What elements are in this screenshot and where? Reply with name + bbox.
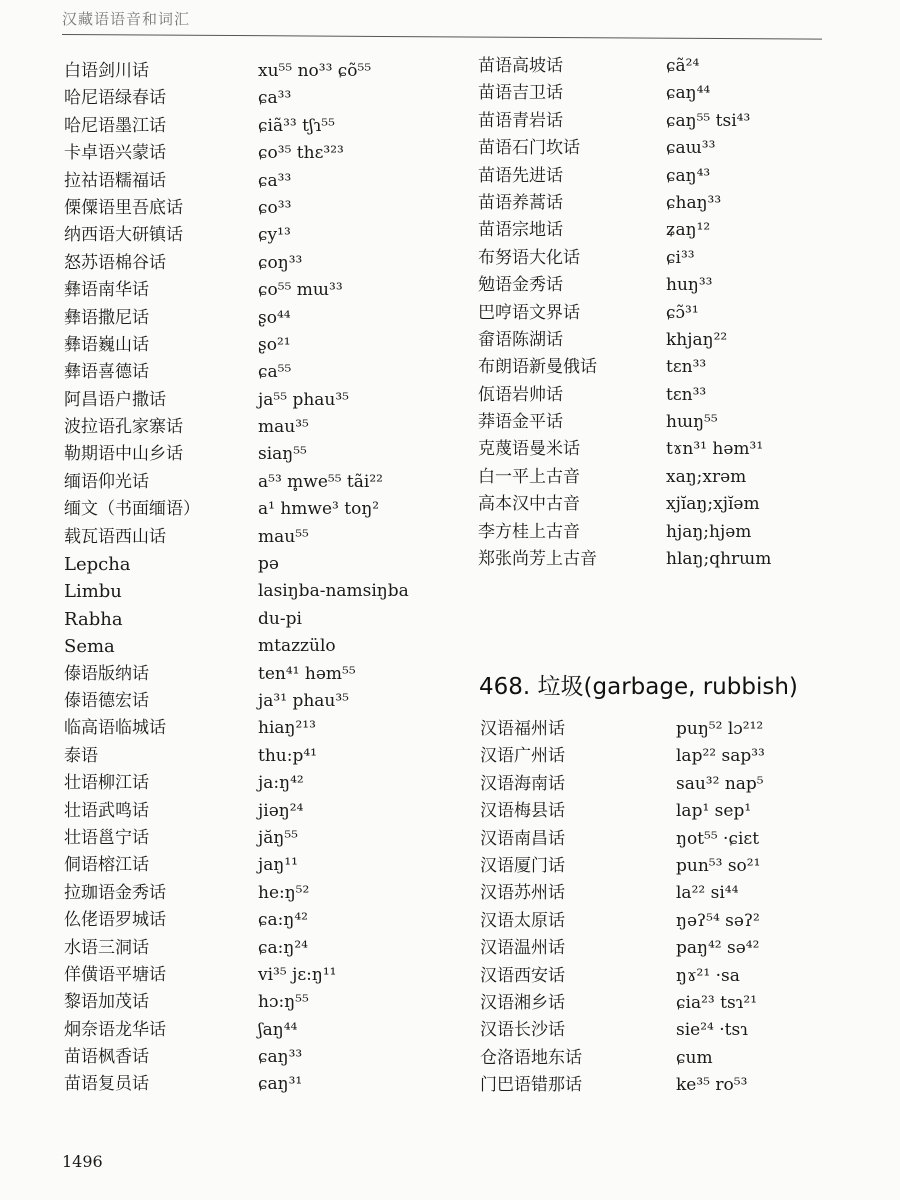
entry-row [478,519,838,546]
language-name: 哈尼语墨江话 [64,115,166,136]
running-header: 汉藏语语音和词汇 [62,10,191,28]
entry-row [64,770,444,797]
ipa-transcription: ʃaŋ⁴⁴ [258,1019,298,1040]
language-name: 汉语苏州话 [480,883,565,904]
entry-row [480,880,840,907]
entry-row [64,524,444,551]
entry-row [478,382,838,409]
ipa-transcription: ɕi³³ [666,247,695,268]
entry-row [478,546,838,573]
entry-row [480,853,840,880]
ipa-transcription: la²² si⁴⁴ [676,883,739,904]
language-name: 汉语广州话 [480,746,565,767]
entry-row [64,359,444,386]
language-name: 白一平上古音 [478,466,580,487]
language-name: 汉语梅县话 [480,801,565,822]
ipa-transcription: ɕoŋ³³ [258,252,303,273]
ipa-transcription: ʂo²¹ [258,334,291,355]
ipa-transcription: puŋ⁵² lɔ²¹² [676,719,764,739]
section-title: 468. 垃圾(garbage, rubbish) [479,674,798,700]
ipa-transcription: ɕia²³ tsɿ²¹ [676,992,758,1013]
right-column-bottom [480,716,840,1099]
language-name: 卡卓语兴蒙话 [64,143,166,164]
language-name: 黎语加茂话 [64,992,149,1013]
entry-row [478,327,838,354]
entry-row [480,798,840,825]
language-name: 苗语吉卫话 [478,83,563,104]
language-name: 苗语宗地话 [478,220,563,241]
ipa-transcription: ɕaŋ³³ [258,1047,303,1068]
language-name: 汉语湘乡话 [480,992,565,1013]
ipa-transcription: lap²² sap³³ [676,746,765,767]
language-name: 壮语柳江话 [64,773,149,794]
entry-row [480,716,840,743]
language-name: 苗语青岩话 [478,110,563,131]
ipa-transcription: thu:p⁴¹ [258,745,317,766]
language-name: Limbu [64,581,122,603]
entry-row [64,1017,444,1044]
ipa-transcription: ɕa:ŋ⁴² [258,910,308,931]
ipa-transcription: ɕaɯ³³ [666,138,716,159]
ipa-transcription: ke³⁵ ro⁵³ [676,1075,748,1096]
entry-row [478,190,838,217]
ipa-transcription: hiaŋ²¹³ [258,718,316,739]
ipa-transcription: ɕaŋ⁴³ [666,165,711,186]
entry-row [64,277,444,304]
entry-row [480,1017,840,1044]
language-name: 阿昌语户撒话 [64,389,166,410]
language-name: 佯僙语平塘话 [64,964,166,985]
ipa-transcription: ɕhaŋ³³ [666,192,722,213]
language-name: Sema [64,636,115,658]
language-name: 哈尼语绿春话 [64,88,166,109]
language-name: 汉语厦门话 [480,855,565,876]
entry-row [64,496,444,523]
entry-row [64,222,444,249]
entry-row [64,387,444,414]
language-name: 炯奈语龙华话 [64,1019,166,1040]
language-name: 水语三洞话 [64,937,149,958]
ipa-transcription: ŋɤ²¹ ·sa [676,965,740,986]
ipa-transcription: pə [258,554,279,575]
language-name: 布朗语新曼俄话 [478,357,597,378]
language-name: 彝语喜德话 [64,362,149,383]
entry-row [64,140,444,167]
language-name: 高本汉中古音 [478,494,580,515]
language-name: 汉语太原话 [480,910,565,931]
ipa-transcription: ja:ŋ⁴² [258,773,304,794]
entry-row [480,826,840,853]
ipa-transcription: paŋ⁴² sə⁴² [676,938,760,959]
header-rule [62,34,822,40]
language-name: 仫佬语罗城话 [64,910,166,931]
entry-row [478,245,838,272]
language-name: 汉语海南话 [480,773,565,794]
ipa-transcription: ŋot⁵⁵ ·ɕiɛt [676,828,760,849]
language-name: 汉语南昌话 [480,828,565,849]
ipa-transcription: ɕaŋ⁵⁵ tsi⁴³ [666,110,751,131]
ipa-transcription: mtazzülo [258,636,336,657]
language-name: 佤语岩帅话 [478,384,563,405]
ipa-transcription: ʂo⁴⁴ [258,307,291,328]
ipa-transcription: ɕy¹³ [258,225,291,246]
language-name: 布努语大化话 [478,247,580,268]
language-name: 汉语长沙话 [480,1020,565,1041]
entry-row [478,464,838,491]
entry-row [478,409,838,436]
ipa-transcription: hɯŋ⁵⁵ [666,412,718,433]
entry-row [64,551,444,578]
entry-row [64,195,444,222]
ipa-transcription: a¹ hmwe³ toŋ² [258,499,380,520]
ipa-transcription: mau³⁵ [258,417,309,438]
entry-row [64,1071,444,1098]
entry-row [64,935,444,962]
entry-row [64,606,444,633]
language-name: 李方桂上古音 [478,521,580,542]
entry-row [64,880,444,907]
entry-row [64,633,444,660]
entry-row [480,963,840,990]
ipa-transcription: ɕa³³ [258,170,292,191]
entry-row [64,907,444,934]
entry-row [64,825,444,852]
ipa-transcription: jăŋ⁵⁵ [258,827,298,848]
ipa-transcription: ja⁵⁵ phau³⁵ [258,389,349,410]
language-name: 畲语陈湖话 [478,329,563,350]
language-name: 勉语金秀话 [478,275,563,296]
ipa-transcription: ŋəʔ⁵⁴ səʔ² [676,910,760,931]
ipa-transcription: siaŋ⁵⁵ [258,444,307,465]
entry-row [478,354,838,381]
language-name: 苗语复员话 [64,1074,149,1095]
language-name: 怒苏语棉谷话 [64,252,166,273]
language-name: 载瓦语西山话 [64,526,166,547]
entry-row [64,469,444,496]
entry-row [64,798,444,825]
entry-row [478,108,838,135]
entry-row [480,1072,840,1099]
ipa-transcription: xaŋ;xrəm [666,466,747,487]
entry-row [480,1045,840,1072]
language-name: 拉祜语糯福话 [64,170,166,191]
language-name: 苗语石门坎话 [478,138,580,159]
ipa-transcription: du-pi [258,608,302,629]
language-name: 泰语 [64,745,98,766]
ipa-transcription: ɕã²⁴ [666,56,700,76]
language-name: 缅语仰光话 [64,471,149,492]
ipa-transcription: ɕɔ̃³¹ [666,302,699,323]
language-name: 苗语枫香话 [64,1047,149,1068]
language-name: 彝语撒尼话 [64,307,149,328]
entry-row [478,135,838,162]
language-name: 壮语武鸣话 [64,800,149,821]
ipa-transcription: tɤn³¹ həm³¹ [666,439,764,460]
language-name: 纳西语大研镇话 [64,225,183,246]
language-name: 临高语临城话 [64,718,166,739]
ipa-transcription: hlaŋ;qhrɯm [666,549,772,570]
entry-row [480,771,840,798]
entry-row [64,305,444,332]
entry-row [64,58,444,85]
entry-row [64,715,444,742]
ipa-transcription: huŋ³³ [666,275,713,296]
left-column [64,58,444,1099]
ipa-transcription: jiəŋ²⁴ [258,800,304,821]
entry-row [480,908,840,935]
entry-row [64,441,444,468]
language-name: 苗语高坡话 [478,56,563,76]
language-name: 傣语德宏话 [64,690,149,711]
ipa-transcription: ɕa:ŋ²⁴ [258,937,308,958]
language-name: 彝语南华话 [64,280,149,301]
ipa-transcription: tɛn³³ [666,384,707,405]
ipa-transcription: ɕo³³ [258,197,292,218]
ipa-transcription: hɔ:ŋ⁵⁵ [258,992,309,1013]
entry-row [64,661,444,688]
language-name: Rabha [64,608,123,630]
ipa-transcription: xjĭaŋ;xjĭəm [666,494,760,515]
language-name: 勒期语中山乡话 [64,444,183,465]
ipa-transcription: ɕo⁵⁵ mɯ³³ [258,280,343,301]
language-name: 拉珈语金秀话 [64,882,166,903]
language-name: 白语剑川话 [64,61,149,81]
entry-row [64,852,444,879]
language-name: 傈僳语里吾底话 [64,197,183,218]
entry-row [478,163,838,190]
entry-row [480,743,840,770]
ipa-transcription: khjaŋ²² [666,329,728,350]
ipa-transcription: lap¹ sep¹ [676,801,752,822]
entry-row [64,250,444,277]
ipa-transcription: ɕaŋ³¹ [258,1074,303,1095]
ipa-transcription: mau⁵⁵ [258,526,309,547]
language-name: 仓洛语地东话 [480,1047,582,1068]
page-number: 1496 [62,1152,103,1171]
language-name: 傣语版纳话 [64,663,149,684]
entry-row [480,935,840,962]
entry-row [64,85,444,112]
entry-row [478,436,838,463]
language-name: 郑张尚芳上古音 [478,549,597,570]
language-name: 门巴语错那话 [480,1075,582,1096]
ipa-transcription: hjaŋ;hjəm [666,521,752,542]
entry-row [64,578,444,605]
language-name: 莽语金平话 [478,412,563,433]
ipa-transcription: ten⁴¹ həm⁵⁵ [258,663,356,684]
ipa-transcription: ɕaŋ⁴⁴ [666,83,711,104]
ipa-transcription: ɕa³³ [258,88,292,109]
ipa-transcription: xu⁵⁵ no³³ ɕõ⁵⁵ [258,61,372,81]
ipa-transcription: sau³² nap⁵ [676,773,764,794]
entry-row [64,414,444,441]
ipa-transcription: pun⁵³ so²¹ [676,855,761,876]
ipa-transcription: ɕiã³³ tʃɿ⁵⁵ [258,115,335,136]
language-name: 汉语温州话 [480,938,565,959]
ipa-transcription: lasiŋba-namsiŋba [258,581,409,602]
ipa-transcription: ɕum [676,1047,713,1068]
entry-row [478,53,838,80]
ipa-transcription: vi³⁵ jɛ:ŋ¹¹ [258,964,337,985]
language-name: 克蔑语曼米话 [478,439,580,460]
entry-row [478,217,838,244]
entry-row [64,1044,444,1071]
language-name: 苗语先进话 [478,165,563,186]
entry-row [480,990,840,1017]
entry-row [478,300,838,327]
ipa-transcription: jaŋ¹¹ [258,855,298,876]
entry-row [478,491,838,518]
entry-row [64,168,444,195]
entry-row [64,332,444,359]
language-name: 侗语榕江话 [64,855,149,876]
entry-row [64,989,444,1016]
entry-row [64,962,444,989]
language-name: 巴哼语文界话 [478,302,580,323]
language-name: 汉语西安话 [480,965,565,986]
entry-row [64,113,444,140]
entry-row [478,272,838,299]
language-name: 苗语养蒿话 [478,192,563,213]
ipa-transcription: tɛn³³ [666,357,707,378]
ipa-transcription: ɕa⁵⁵ [258,362,292,383]
ipa-transcription: sie²⁴ ·tsɿ [676,1020,748,1041]
entry-row [64,688,444,715]
language-name: 缅文（书面缅语） [64,499,200,520]
language-name: 波拉语孔家寨话 [64,417,183,438]
language-name: 壮语邕宁话 [64,827,149,848]
language-name: 汉语福州话 [480,719,565,739]
entry-row [478,80,838,107]
ipa-transcription: he:ŋ⁵² [258,882,310,903]
ipa-transcription: a⁵³ m̥we⁵⁵ tãi²² [258,471,383,492]
language-name: Lepcha [64,554,131,576]
ipa-transcription: ɕo³⁵ thɛ³²³ [258,143,344,164]
ipa-transcription: ja³¹ phau³⁵ [258,690,349,711]
ipa-transcription: ʑaŋ¹² [666,220,711,241]
language-name: 彝语巍山话 [64,334,149,355]
entry-row [64,743,444,770]
right-column-top [478,53,838,573]
